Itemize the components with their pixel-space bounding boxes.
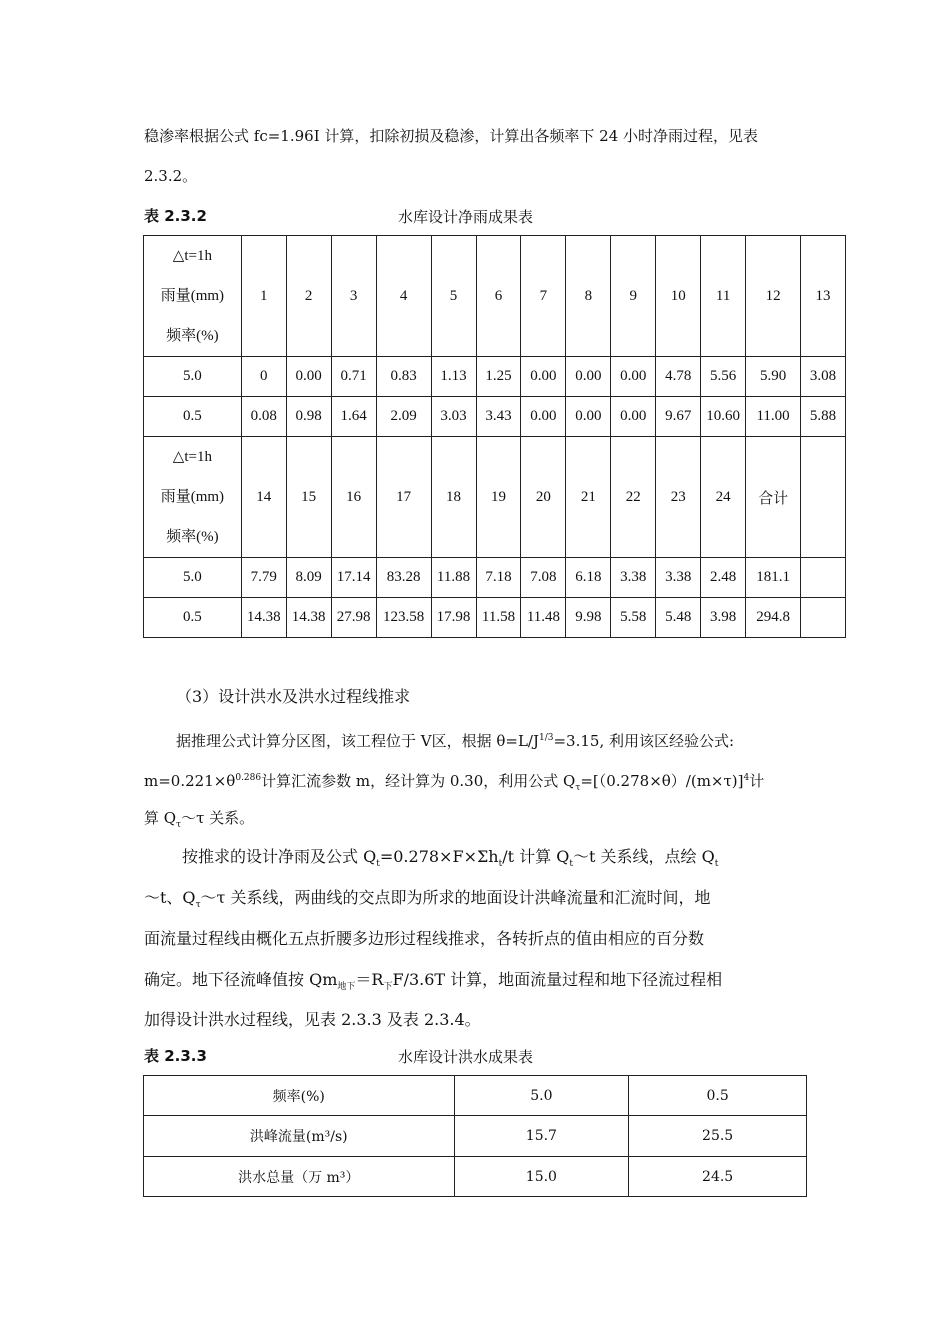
table-cell: 0.00: [566, 397, 611, 437]
table-cell: 3.98: [701, 598, 746, 638]
table-cell: 0.00: [611, 357, 656, 397]
table-cell: 2.09: [376, 397, 431, 437]
table-cell: [801, 558, 846, 598]
table-cell: 18: [431, 437, 476, 558]
section-3-p2-line4: 确定。地下径流峰值按 $Qm_{地下}=R_下F/3.6T$ 计算，地面流量过程和地下径流过程相: [144, 970, 723, 993]
table-cell: 8.09: [286, 558, 331, 598]
table-header-row: [144, 236, 846, 357]
table-cell: 7.79: [241, 558, 286, 598]
table-cell: 16: [331, 437, 376, 558]
table-cell: 83.28: [376, 558, 431, 598]
table-cell: 0.5: [144, 598, 242, 638]
table-233-title: 水库设计洪水成果表: [398, 1048, 534, 1066]
table-cell: 11.58: [476, 598, 521, 638]
table-row: [144, 1116, 807, 1157]
table-header-cell: △t=1h 雨量(mm) 频率(%): [144, 236, 242, 357]
table-233-label: 表 2.3.3: [144, 1047, 207, 1065]
table-cell: 3.03: [431, 397, 476, 437]
table-cell: 14.38: [286, 598, 331, 638]
table-cell: 1.13: [431, 357, 476, 397]
table-row: [144, 1076, 807, 1116]
table-cell: 15.7: [454, 1116, 629, 1157]
table-cell: 6: [476, 236, 521, 357]
table-cell: 8: [566, 236, 611, 357]
table-cell: 11.00: [746, 397, 801, 437]
table-header-row: [144, 437, 846, 558]
table-cell: 3.43: [476, 397, 521, 437]
section-3-p1-line3: 算 $Q_\tau\sim\tau$ 关系。: [144, 809, 255, 830]
table-cell: 7: [521, 236, 566, 357]
table-cell: 0.5: [629, 1076, 807, 1116]
table-row: [144, 558, 846, 598]
table-cell: 21: [566, 437, 611, 558]
section-3-p1-line1: 据推理公式计算分区图，该工程位于 Ⅴ区，根据 $\theta=L/J^{1/3}=3.15$, 利用该区经验公式:: [176, 732, 735, 750]
table-cell: 5: [431, 236, 476, 357]
table-cell: 0.00: [521, 357, 566, 397]
table-cell: 14.38: [241, 598, 286, 638]
table-cell: 1.64: [331, 397, 376, 437]
table-cell: 5.58: [611, 598, 656, 638]
table-232-label: 表 2.3.2: [144, 207, 207, 225]
table-cell: 123.58: [376, 598, 431, 638]
table-cell: 3.08: [801, 357, 846, 397]
table-cell: 7.18: [476, 558, 521, 598]
section-3-p2-line1: 按推求的设计净雨及公式 $Q_t=0.278\times F\times\Sigma h_t/t$ 计算 $Q_t\sim t$ 关系线，点绘 $Q_t$: [182, 847, 719, 870]
table-cell: 181.1: [746, 558, 801, 598]
table-cell: 合计: [746, 437, 801, 558]
section-3-p1-line2: $m=0.221\times\theta^{0.286}$计算汇流参数 m，经计算为 0.30，利用公式 $Q_\tau=[(0.278\times\theta)/(m\times\tau)]^4$计: [144, 772, 765, 793]
table-cell: 5.90: [746, 357, 801, 397]
intro-line-1: 稳渗率根据公式 fc=1.96I 计算，扣除初损及稳渗，计算出各频率下 24 小时净雨过程，见表: [144, 127, 759, 145]
table-cell: 0.98: [286, 397, 331, 437]
table-cell: 15: [286, 437, 331, 558]
table-row: [144, 397, 846, 437]
table-cell: 13: [801, 236, 846, 357]
table-cell: 294.8: [746, 598, 801, 638]
table-cell: 频率(%): [144, 1076, 455, 1116]
table-cell: 0.71: [331, 357, 376, 397]
table-cell: 4: [376, 236, 431, 357]
table-cell: 5.56: [701, 357, 746, 397]
table-cell: 0.00: [521, 397, 566, 437]
table-cell: 11.48: [521, 598, 566, 638]
table-row: [144, 357, 846, 397]
table-232-title: 水库设计净雨成果表: [398, 208, 534, 226]
table-cell: 0.5: [144, 397, 242, 437]
table-cell: 17.98: [431, 598, 476, 638]
section-3-p2-line5: 加得设计洪水过程线，见表 2.3.3 及表 2.3.4。: [144, 1010, 481, 1029]
intro-line-2: 2.3.2。: [144, 167, 198, 185]
table-cell: 4.78: [656, 357, 701, 397]
table-cell: [801, 598, 846, 638]
table-cell: 12: [746, 236, 801, 357]
table-cell: 0.08: [241, 397, 286, 437]
table-cell: 0.00: [286, 357, 331, 397]
table-cell: 23: [656, 437, 701, 558]
table-cell: 2.48: [701, 558, 746, 598]
table-cell: 24.5: [629, 1157, 807, 1197]
table-cell: 5.0: [144, 558, 242, 598]
table-cell: 5.88: [801, 397, 846, 437]
table-cell: 10.60: [701, 397, 746, 437]
table-cell: 9.67: [656, 397, 701, 437]
table-cell: 27.98: [331, 598, 376, 638]
table-cell: 17.14: [331, 558, 376, 598]
table-cell: 3.38: [656, 558, 701, 598]
section-3-p2-line3: 面流量过程线由概化五点折腰多边形过程线推求，各转折点的值由相应的百分数: [144, 929, 705, 948]
table-cell: 1.25: [476, 357, 521, 397]
table-cell: 9.98: [566, 598, 611, 638]
table-cell: [801, 437, 846, 558]
table-cell: 7.08: [521, 558, 566, 598]
table-cell: 11.88: [431, 558, 476, 598]
table-233: [143, 1075, 807, 1197]
table-cell: 25.5: [629, 1116, 807, 1157]
table-cell: 0: [241, 357, 286, 397]
table-cell: 22: [611, 437, 656, 558]
table-cell: 5.0: [454, 1076, 629, 1116]
table-cell: 5.0: [144, 357, 242, 397]
table-cell: 洪水总量（万 m³）: [144, 1157, 455, 1197]
table-cell: 10: [656, 236, 701, 357]
table-cell: 0.00: [611, 397, 656, 437]
section-3-heading: （3）设计洪水及洪水过程线推求: [176, 687, 411, 706]
table-cell: 24: [701, 437, 746, 558]
section-3-p2-line2: ～t、$Q_\tau\sim\tau$ 关系线，两曲线的交点即为所求的地面设计洪峰流量和汇流时间，地: [144, 888, 711, 911]
table-cell: 3: [331, 236, 376, 357]
table-cell: 0.83: [376, 357, 431, 397]
table-cell: 1: [241, 236, 286, 357]
table-cell: 20: [521, 437, 566, 558]
table-cell: 3.38: [611, 558, 656, 598]
table-cell: 19: [476, 437, 521, 558]
table-232: [143, 235, 846, 638]
table-cell: 9: [611, 236, 656, 357]
table-row: [144, 1157, 807, 1197]
table-cell: 5.48: [656, 598, 701, 638]
table-cell: 11: [701, 236, 746, 357]
table-cell: 洪峰流量(m³/s): [144, 1116, 455, 1157]
table-cell: 15.0: [454, 1157, 629, 1197]
table-cell: 14: [241, 437, 286, 558]
table-cell: 6.18: [566, 558, 611, 598]
table-cell: 2: [286, 236, 331, 357]
table-cell: 17: [376, 437, 431, 558]
table-header-cell: △t=1h 雨量(mm) 频率(%): [144, 437, 242, 558]
table-row: [144, 598, 846, 638]
table-cell: 0.00: [566, 357, 611, 397]
